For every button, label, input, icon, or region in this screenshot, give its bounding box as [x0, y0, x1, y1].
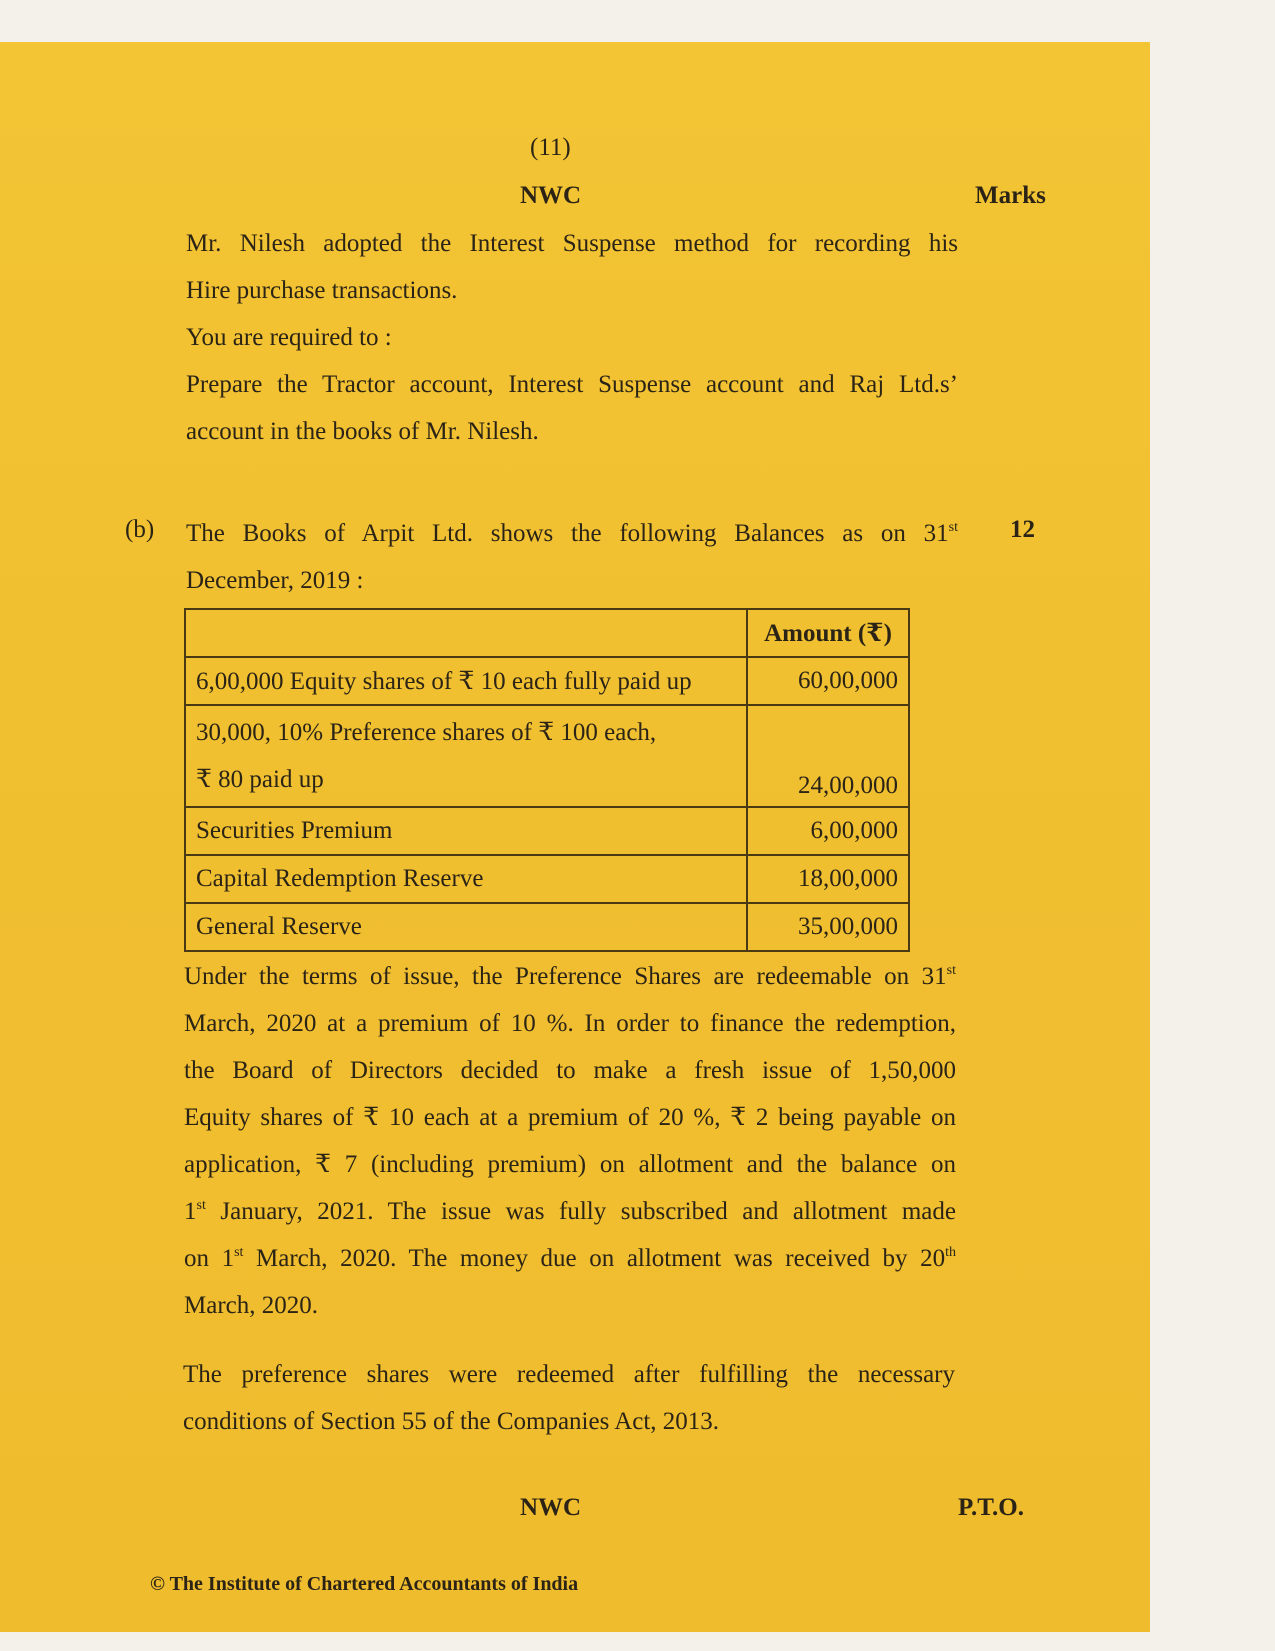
text-line: conditions of Section 55 of the Companies Act, 2013. [183, 1408, 720, 1435]
terms-text: Under the terms of issue, the Preference Shares are redeemable on 31 [184, 963, 947, 990]
text-line: Equity shares of ₹ 10 each at a premium of 20 %, ₹ 2 being payable on [184, 1104, 956, 1131]
amount-header: Amount (₹) [747, 609, 909, 657]
text-line: the Board of Directors decided to make a fresh issue of 1,50,000 [184, 1057, 956, 1084]
part-a-continuation [186, 220, 958, 455]
amount-cell: 60,00,000 [747, 657, 909, 705]
ordinal-suffix: st [234, 1245, 244, 1260]
text-line: March, 2020. [184, 1292, 318, 1319]
text-line: You are required to : [186, 324, 392, 351]
ordinal-suffix: st [196, 1198, 206, 1213]
redemption-conditions [183, 1351, 955, 1445]
text-line: December, 2019 : [186, 567, 364, 594]
table-row [185, 855, 909, 903]
footer-code: NWC [520, 1494, 582, 1521]
particulars-cell: General Reserve [185, 903, 747, 951]
text-line [184, 1188, 956, 1235]
particulars-cell [185, 705, 747, 807]
question-label: (b) [125, 516, 155, 543]
header-code: NWC [520, 182, 582, 209]
text-line: Hire purchase transactions. [186, 277, 458, 304]
text-line: Prepare the Tractor account, Interest Suspense account and Raj Ltd.s’ [186, 371, 958, 398]
table-row [185, 705, 909, 807]
text-line [184, 953, 956, 1000]
table-row [185, 903, 909, 951]
terms-text: March, 2020. The money due on allotment was received by 20 [243, 1245, 946, 1272]
table-header-row [185, 609, 909, 657]
text-line: Mr. Nilesh adopted the Interest Suspense method for recording his [186, 230, 958, 257]
text-line [184, 1235, 956, 1282]
table-row [185, 807, 909, 855]
particulars-line: ₹ 80 paid up [196, 766, 324, 793]
page-number: (11) [530, 134, 571, 161]
text-line: application, ₹ 7 (including premium) on allotment and the balance on [184, 1151, 956, 1178]
text-line [186, 510, 958, 557]
balances-table [184, 608, 910, 952]
amount-cell: 35,00,000 [747, 903, 909, 951]
particulars-cell: 6,00,000 Equity shares of ₹ 10 each fully paid up [185, 657, 747, 705]
question-marks: 12 [1010, 516, 1035, 543]
amount-cell: 24,00,000 [747, 705, 909, 807]
table-header-cell [185, 609, 747, 657]
intro-text: The Books of Arpit Ltd. shows the following Balances as on 31 [186, 520, 949, 547]
marks-column-heading: Marks [975, 182, 1046, 209]
copyright-notice: © The Institute of Chartered Accountants of India [150, 1573, 579, 1595]
terms-text: on 1 [184, 1245, 235, 1272]
ordinal-suffix: st [948, 520, 958, 535]
redemption-terms [184, 953, 956, 1329]
particulars-line: 30,000, 10% Preference shares of ₹ 100 each, [196, 719, 657, 746]
part-b-intro [186, 510, 958, 604]
ordinal-suffix: th [945, 1245, 957, 1260]
particulars-cell: Securities Premium [185, 807, 747, 855]
text-line: The preference shares were redeemed after fulfilling the necessary [183, 1361, 955, 1388]
amount-cell: 18,00,000 [747, 855, 909, 903]
text-line: account in the books of Mr. Nilesh. [186, 418, 539, 445]
text-line: March, 2020 at a premium of 10 %. In order to finance the redemption, [184, 1010, 956, 1037]
amount-cell: 6,00,000 [747, 807, 909, 855]
please-turn-over: P.T.O. [958, 1494, 1024, 1521]
terms-text: 1 [184, 1198, 197, 1225]
particulars-cell: Capital Redemption Reserve [185, 855, 747, 903]
table-row [185, 657, 909, 705]
terms-text: January, 2021. The issue was fully subscribed and allotment made [205, 1198, 956, 1225]
ordinal-suffix: st [946, 963, 956, 978]
